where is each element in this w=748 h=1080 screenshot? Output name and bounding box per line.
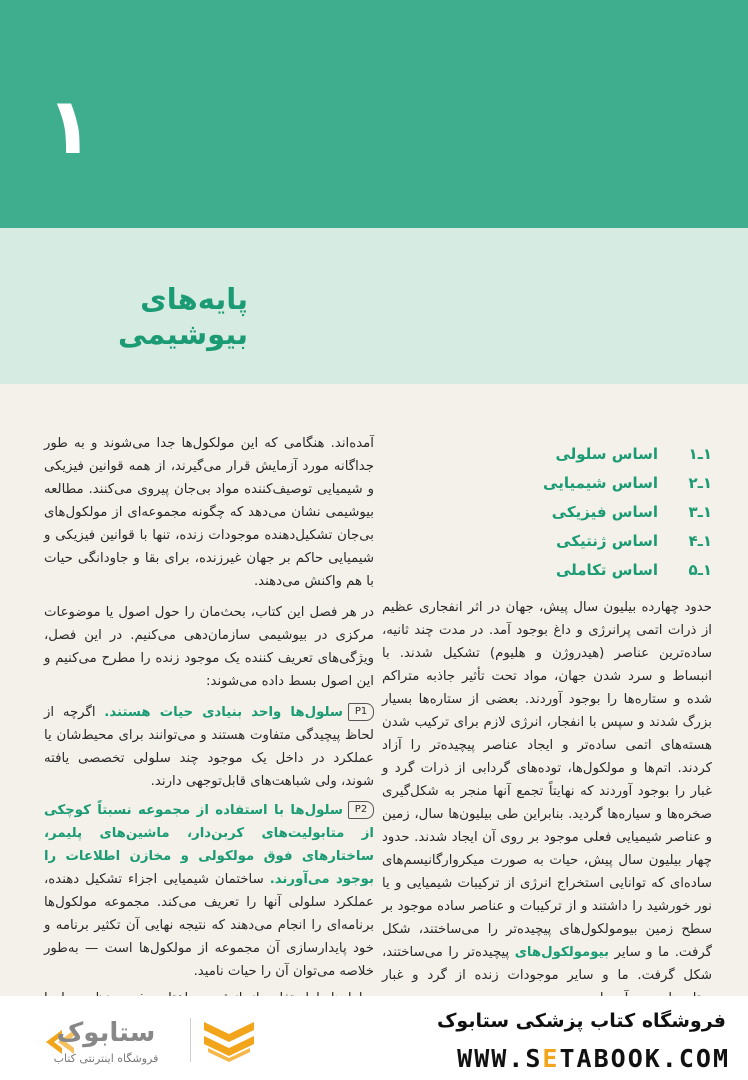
body-text: پیچیده‌تر را می‌ساختند، شکل گرفت. ما و سایر موجودات زنده از گرد و غبار bbox=[382, 945, 712, 983]
toc-item-label: اساس سلولی bbox=[555, 445, 658, 463]
principle-tag-icon: P2 bbox=[348, 801, 374, 819]
toc-item-label: اساس فیزیکی bbox=[551, 503, 658, 521]
body-text: حدود چهارده بیلیون سال پیش، جهان در اثر انفجاری عظیم از ذرات اتمی پرانرژی و داغ بوجود آمد. در مدت چند ثانیه، ساده‌ترین عناصر (هیدروژن و هلیوم) تشکیل شدند. با انبساط و سرد شدن جهان، مواد تحت تأثیر جاذبه متراکم شده و ستاره‌ها را بوجود آوردند. بعضی از ستاره‌ها بسیار بزرگ شدند و سپس با انفجار، انرژی لازم برای ترکیب شدن هسته‌های اتمی ساده‌تر و ایجاد عناصر پیچیده‌تر را آزاد کردند. اتم‌ها و مولکول‌ها، توده‌های گردابی از ذرات گرد و غبار را بوجود آوردند که نهایتاً تجمع آنها منجر به شکل‌گیری صخره‌ها و سیاره‌ها گردید. بنابراین طی بیلیون‌ها سال، زمین و عناصر شیمیایی فعلی موجود بر روی آن ایجاد شدند. حدود چهار بیلیون سال پیش، حیات به صورت میکروارگانیسم‌های ساده‌ای که توانایی استخراج انرژی از ترکیبات شیمیایی و یا نور خورشید را داشتند و از ترکیبات و عناصر ساده موجود بر سطح زمین بیومولکول‌های پیچیده‌تر را می‌ساختند، شکل گرفت. ما و سایر bbox=[382, 600, 713, 960]
url-text: TABOOK.COM bbox=[559, 1044, 730, 1073]
toc-item-number: ۱ـ۳ bbox=[688, 503, 712, 521]
principle-text: ساختمان شیمیایی اجزاء تشکیل دهنده، عملکرد سلولی آنها را تعریف می‌کند. مجموعه مولکول‌ها برنامه‌ای را انجام می‌دهند که نتیجه نهایی آن تکثیر برنامه و خود پایدارسازی آن مجموعه از مولکول‌ها است — به‌طور خلاصه می‌توان آن را حیات نامید. bbox=[44, 872, 374, 979]
book-stack-chevron-icon bbox=[198, 1014, 260, 1064]
right-text-column bbox=[382, 596, 712, 996]
body-paragraph bbox=[382, 596, 712, 1010]
toc-item bbox=[472, 498, 712, 527]
chapter-title: پایه‌های بیوشیمی bbox=[117, 282, 248, 351]
toc-item bbox=[472, 556, 712, 585]
term-highlight: بیومولکول‌های bbox=[514, 945, 610, 960]
chapter-header-band bbox=[0, 0, 748, 228]
toc-item bbox=[472, 440, 712, 469]
left-text-column bbox=[44, 432, 374, 996]
principle-highlight: سلول‌ها با استفاده از مجموعه نسبتاً کوچکی از متابولیت‌های کربن‌دار، ماشین‌های پلیمر، ساختارهای فوق مولکولی و مخازن اطلاعات را بوجود می‌آورند. bbox=[44, 803, 374, 887]
toc-item-label: اساس ژنتیکی bbox=[556, 532, 658, 550]
body-paragraph: آمده‌اند. هنگامی که این مولکول‌ها جدا می‌شوند و به طور جداگانه مورد آزمایش قرار می‌گیرند، از همه قوانین فیزیکی و شیمیایی توصیف‌کننده مواد بی‌جان پیروی می‌کنند. مطالعه بیوشیمی نشان می‌دهد که چگونه مجموعه‌ای از مولکول‌های بی‌جان تشکیل‌دهنده موجودات زنده، تنها با قوانین فیزیکی و شیمیایی حاکم بر جهان غیرزنده، برای بقا و جاودانگی حیات با هم واکنش می‌دهند. bbox=[44, 436, 374, 589]
principle-p1 bbox=[44, 701, 374, 793]
toc-item-label: اساس شیمیایی bbox=[543, 474, 658, 492]
toc-item bbox=[472, 527, 712, 556]
principle-highlight: سلول‌ها واحد بنیادی حیات هستند. bbox=[104, 705, 344, 720]
principle-tag-icon: P1 bbox=[348, 703, 374, 721]
toc-item-number: ۱ـ۱ bbox=[688, 445, 712, 463]
toc-item bbox=[472, 469, 712, 498]
brand-name: ستابوک bbox=[56, 1018, 156, 1048]
store-footer-banner bbox=[0, 996, 748, 1080]
toc-item-number: ۱ـ۵ bbox=[688, 561, 712, 579]
principle-text: اگرچه از لحاظ پیچیدگی متفاوت هستند و می‌توانند برای محیط‌شان یا عملکرد در داخل یک موجود چند سلولی تخصصی یافته شوند، ولی شباهت‌های قابل‌توجهی دارند. bbox=[44, 705, 374, 789]
toc-item-number: ۱ـ۴ bbox=[688, 532, 712, 550]
toc-item-label: اساس تکاملی bbox=[555, 561, 658, 579]
chapter-table-of-contents bbox=[472, 440, 712, 585]
body-paragraph: در هر فصل این کتاب، بحث‌مان را حول اصول یا موضوعات مرکزی در بیوشیمی سازمان‌دهی می‌کنیم. در این فصل، ویژگی‌های تعریف کننده یک موجود زنده را مطرح می‌کنیم و این اصول بسط داده می‌شوند: bbox=[44, 605, 374, 689]
store-title: فروشگاه کتاب پزشکی ستابوک bbox=[436, 1010, 726, 1032]
chapter-number: ۱ bbox=[46, 82, 94, 172]
store-url[interactable] bbox=[457, 1044, 730, 1073]
toc-item-number: ۱ـ۲ bbox=[688, 474, 712, 492]
url-accent-letter: E bbox=[542, 1044, 560, 1073]
footer-divider bbox=[190, 1018, 191, 1062]
url-text: WWW.S bbox=[457, 1044, 543, 1073]
principle-p2 bbox=[44, 799, 374, 983]
brand-tagline: فروشگاه اینترنتی کتاب bbox=[53, 1052, 159, 1065]
